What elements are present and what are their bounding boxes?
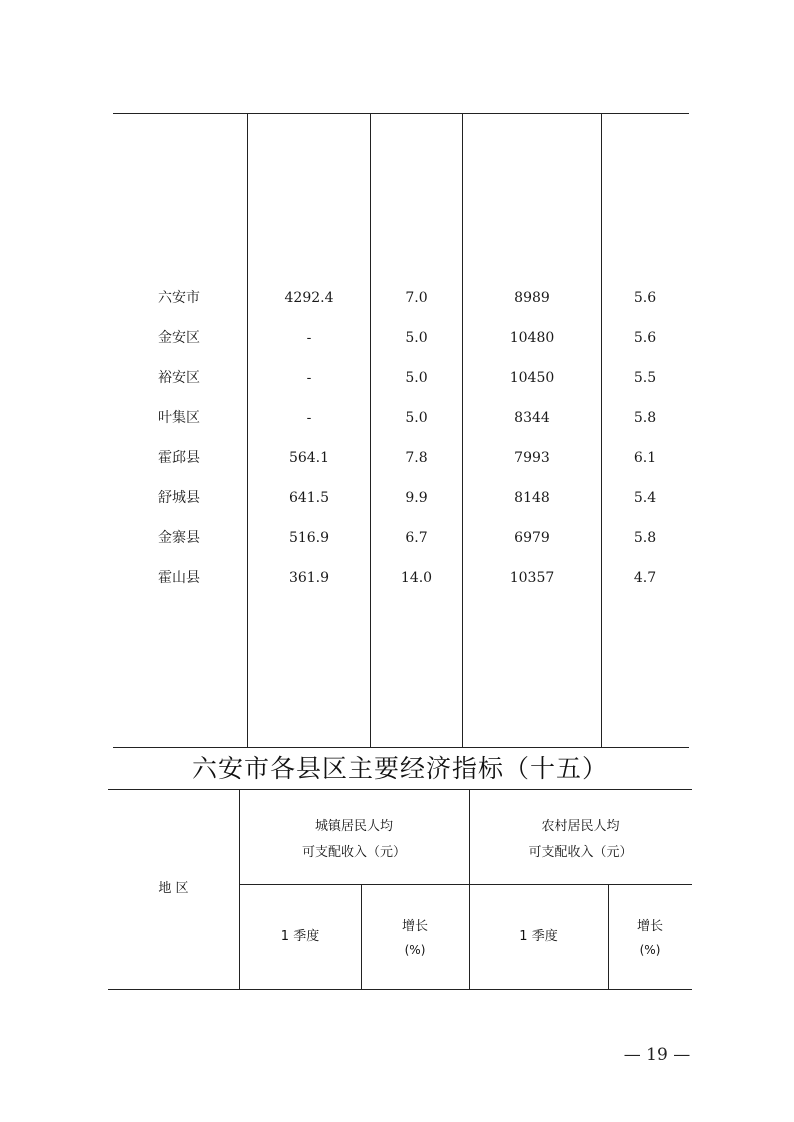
lower-table-header-divider (239, 884, 692, 885)
value-cell: 4292.4 (284, 290, 334, 306)
value-cell: 641.5 (288, 490, 330, 506)
value-cell: 8148 (514, 490, 550, 506)
region-cell: 金寨县 (158, 530, 200, 546)
upper-table-col-divider (462, 113, 463, 747)
value-cell: - (306, 330, 312, 346)
value-cell: 5.6 (633, 290, 657, 306)
value-cell: 10480 (509, 330, 555, 346)
value-cell: 8989 (514, 290, 550, 306)
upper-table-col-divider (601, 113, 602, 747)
lower-table-bottom-border (108, 989, 692, 990)
page-number: — 19 — (623, 1045, 691, 1065)
value-cell: 9.9 (405, 490, 428, 506)
urban-quarter-header: 1 季度 (280, 929, 320, 944)
value-cell: 5.5 (633, 370, 657, 386)
value-cell: 6.1 (633, 450, 657, 466)
region-header: 地 区 (158, 881, 189, 896)
value-cell: 6.7 (405, 530, 428, 546)
value-cell: 5.8 (633, 410, 657, 426)
upper-table-top-border (113, 113, 689, 114)
value-cell: 4.7 (633, 570, 657, 586)
lower-table-top-border (108, 789, 692, 790)
value-cell: 6979 (514, 530, 550, 546)
region-cell: 舒城县 (158, 490, 200, 506)
rural-quarter-header: 1 季度 (519, 929, 558, 944)
value-cell: 7.0 (405, 290, 428, 306)
upper-table-col-divider (370, 113, 371, 747)
rural-income-header-line1: 农村居民人均 (541, 819, 620, 834)
value-cell: 5.4 (633, 490, 657, 506)
region-cell: 裕安区 (158, 370, 200, 386)
region-cell: 霍邱县 (158, 450, 200, 466)
rural-income-header-line2: 可支配收入（元） (528, 845, 633, 860)
urban-income-header-line2: 可支配收入（元） (301, 845, 406, 860)
value-cell: 7.8 (405, 450, 428, 466)
rural-growth-header: 增长 (636, 919, 663, 934)
value-cell: 10450 (509, 370, 555, 386)
urban-growth-unit: (%) (404, 943, 426, 957)
region-cell: 霍山县 (158, 570, 200, 586)
urban-income-header-line1: 城镇居民人均 (314, 819, 393, 834)
region-cell: 六安市 (158, 290, 200, 306)
value-cell: - (306, 370, 312, 386)
urban-growth-header: 增长 (401, 919, 428, 934)
value-cell: 10357 (509, 570, 555, 586)
value-cell: 14.0 (400, 570, 433, 586)
region-cell: 叶集区 (158, 410, 200, 426)
value-cell: 361.9 (288, 570, 330, 586)
rural-growth-unit: (%) (639, 943, 661, 957)
value-cell: 516.9 (288, 530, 330, 546)
value-cell: 5.6 (633, 330, 657, 346)
value-cell: - (306, 410, 312, 426)
value-cell: 5.0 (405, 410, 428, 426)
value-cell: 564.1 (288, 450, 330, 466)
value-cell: 7993 (514, 450, 550, 466)
region-cell: 金安区 (158, 330, 200, 346)
upper-table-col-divider (247, 113, 248, 747)
upper-table-bottom-border (113, 747, 689, 748)
value-cell: 5.0 (405, 370, 428, 386)
value-cell: 5.0 (405, 330, 428, 346)
table-title: 六安市各县区主要经济指标（十五） (191, 754, 608, 783)
value-cell: 5.8 (633, 530, 657, 546)
value-cell: 8344 (514, 410, 550, 426)
